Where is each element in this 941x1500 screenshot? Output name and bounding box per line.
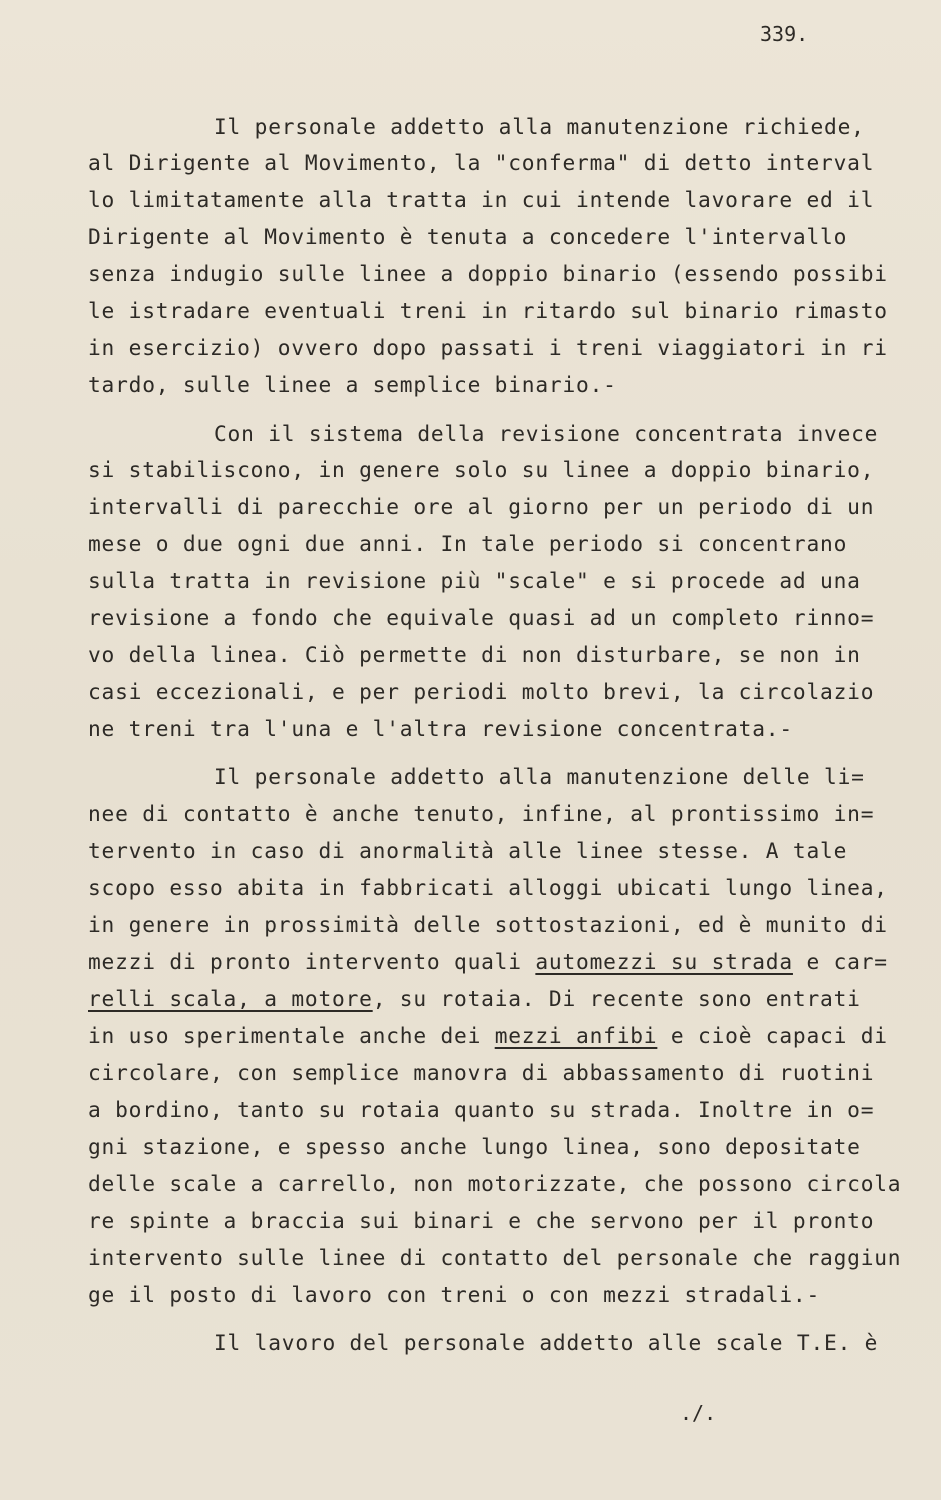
text-line: a bordino, tanto su rotaia quanto su strada. Inoltre in o= (88, 1097, 875, 1122)
text-line (88, 943, 888, 980)
text-line: al Dirigente al Movimento, la "conferma" di detto interval (88, 150, 875, 175)
text-line (88, 980, 888, 1017)
text-line: gni stazione, e spesso anche lungo linea, sono depositate (88, 1134, 861, 1159)
text-line: vo della linea. Ciò permette di non disturbare, se non in (88, 642, 861, 667)
text-line: nee di contatto è anche tenuto, infine, al prontissimo in= (88, 801, 875, 826)
text-line: delle scale a carrello, non motorizzate, che possono circola (88, 1171, 902, 1196)
underlined-text: relli scala, a motore (88, 986, 373, 1011)
text-line: Il lavoro del personale addetto alle scale T.E. è (214, 1330, 879, 1355)
text-segment: e cioè capaci di (657, 1023, 888, 1048)
text-line: senza indugio sulle linee a doppio binario (essendo possibi (88, 261, 888, 286)
text-segment: in uso sperimentale anche dei (88, 1023, 495, 1048)
text-line: si stabiliscono, in genere solo su linee a doppio binario, (88, 457, 875, 482)
continuation-mark: ./. (680, 1401, 717, 1425)
text-line: in esercizio) ovvero dopo passati i treni viaggiatori in ri (88, 335, 888, 360)
text-line: intervento sulle linee di contatto del personale che raggiun (88, 1245, 902, 1270)
text-line: Il personale addetto alla manutenzione richiede, (214, 114, 865, 139)
text-segment: mezzi di pronto intervento quali (88, 949, 536, 974)
text-line: Il personale addetto alla manutenzione delle li= (214, 764, 865, 789)
text-line: revisione a fondo che equivale quasi ad un completo rinno= (88, 605, 875, 630)
text-line: Con il sistema della revisione concentrata invece (214, 421, 879, 446)
text-line: lo limitatamente alla tratta in cui intende lavorare ed il (88, 187, 875, 212)
text-line: intervalli di parecchie ore al giorno per un periodo di un (88, 494, 875, 519)
text-line: sulla tratta in revisione più "scale" e si procede ad una (88, 568, 861, 593)
underlined-text: automezzi su strada (535, 949, 793, 974)
text-segment: e car= (792, 949, 888, 974)
text-line (88, 1017, 888, 1054)
text-line: ne treni tra l'una e l'altra revisione concentrata.- (88, 716, 793, 741)
text-line: ge il posto di lavoro con treni o con mezzi stradali.- (88, 1282, 821, 1307)
text-line: casi eccezionali, e per periodi molto brevi, la circolazio (88, 679, 875, 704)
text-line: re spinte a braccia sui binari e che servono per il pronto (88, 1208, 875, 1233)
text-line: le istradare eventuali treni in ritardo sul binario rimasto (88, 298, 888, 323)
text-line: in genere in prossimità delle sottostazioni, ed è munito di (88, 912, 888, 937)
text-line: mese o due ogni due anni. In tale periodo si concentrano (88, 531, 848, 556)
page-number: 339. (760, 22, 809, 46)
underlined-text: mezzi anfibi (494, 1023, 658, 1048)
text-line: Dirigente al Movimento è tenuta a concedere l'intervallo (88, 224, 848, 249)
text-line: scopo esso abita in fabbricati alloggi ubicati lungo linea, (88, 875, 888, 900)
text-line: tervento in caso di anormalità alle linee stesse. A tale (88, 838, 848, 863)
text-line: circolare, con semplice manovra di abbassamento di ruotini (88, 1060, 875, 1085)
text-line: tardo, sulle linee a semplice binario.- (88, 372, 617, 397)
text-segment: , su rotaia. Di recente sono entrati (372, 986, 861, 1011)
